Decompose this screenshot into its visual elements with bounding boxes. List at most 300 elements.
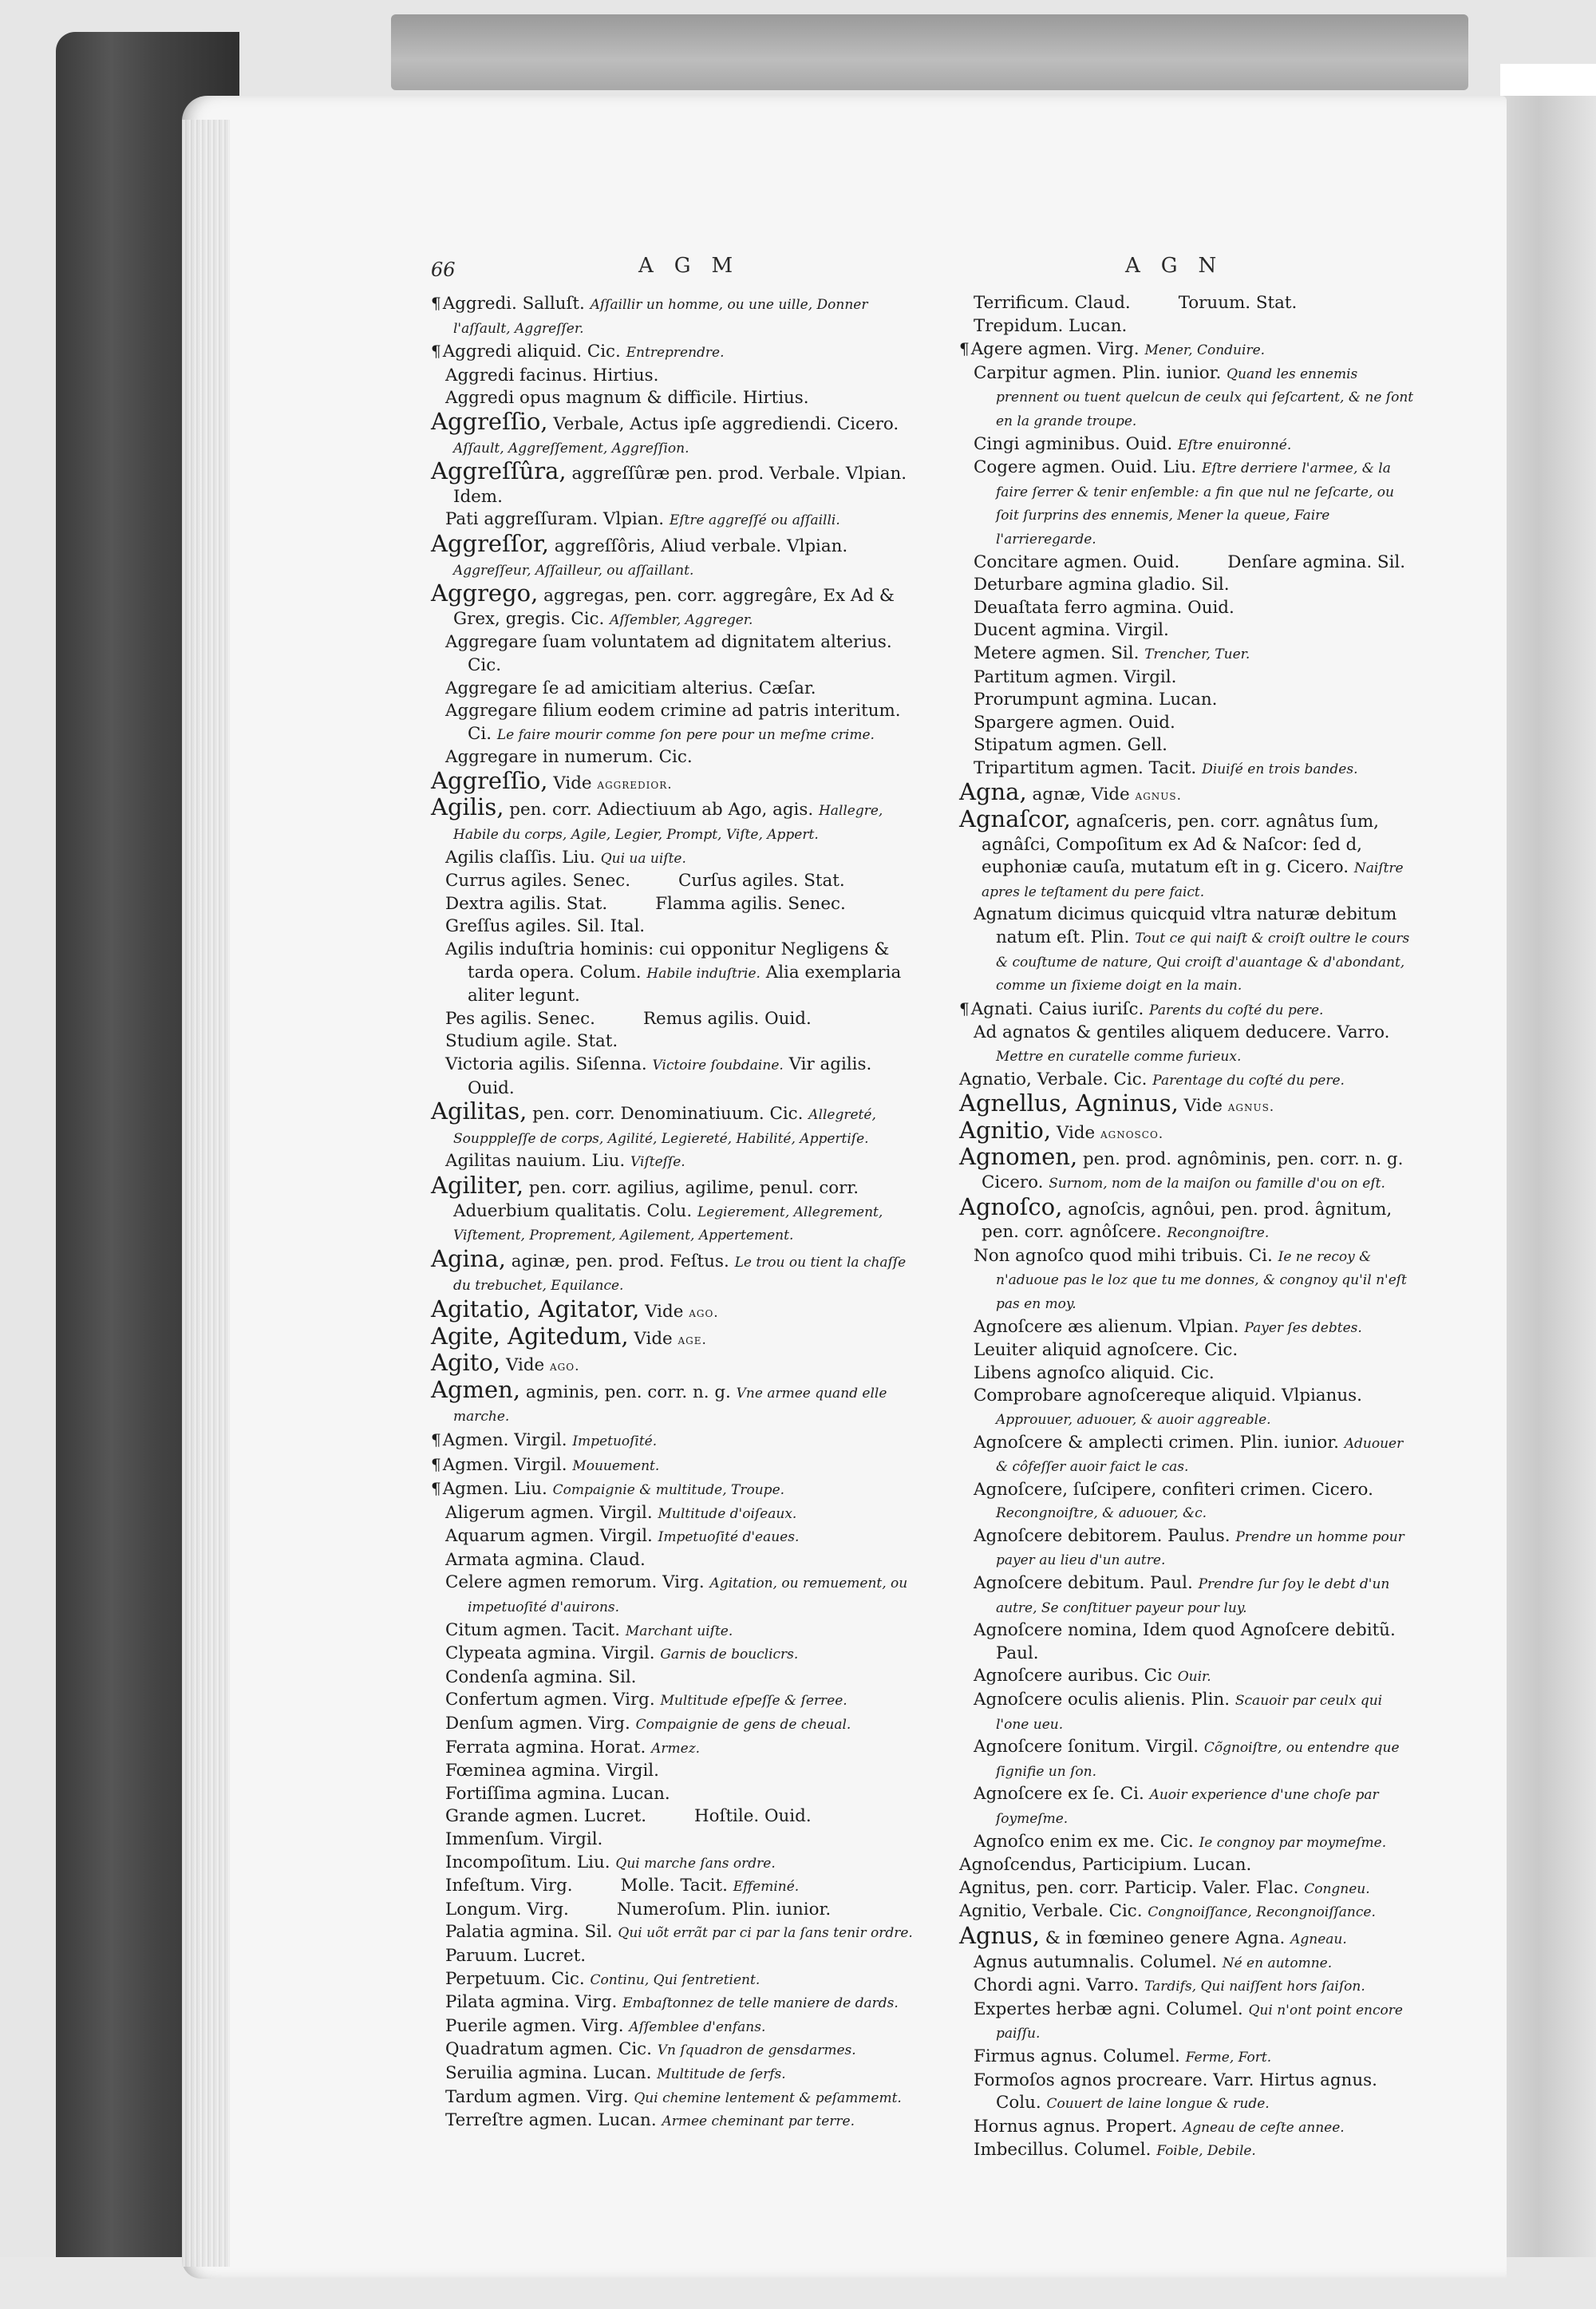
headword: Aggreſſor, [431,529,549,557]
dictionary-entry [431,1783,918,1806]
headword-entry [431,457,918,508]
pilcrow-mark: ¶ [431,342,441,362]
headword: Agna, [959,778,1027,806]
latin-text: Agnoſcere ſonitum. Virgil. [974,1737,1199,1757]
dictionary-entry [431,1899,918,1922]
dictionary-entry [431,2038,918,2062]
headword: Agnaſcor, [959,805,1071,833]
latin-text: Toruum. Stat. [1178,293,1298,313]
latin-text: Deturbare agmina gladio. Sil. [974,575,1230,595]
latin-text: Hoſtile. Ouid. [694,1806,812,1827]
dictionary-entry [431,847,918,871]
dictionary-entry [959,1572,1418,1619]
pilcrow-mark: ¶ [431,1479,441,1499]
french-gloss: Prendre ſur ſoy le debt d'un autre, Se conſtituer payeur pour luy. [996,1576,1390,1616]
dictionary-entry [431,678,918,701]
latin-text: Incompoſitum. Liu. [445,1852,610,1872]
latin-text: Agnoſcere nomina, Idem quod Agnoſcere debitũ. Paul. [974,1620,1396,1663]
latin-text: Concitare agmen. Ouid. [974,552,1180,572]
dictionary-entry [959,1877,1418,1901]
latin-text: Agilis induſtria hominis: cui opponitur Negligens & tarda opera. Colum. [445,939,890,983]
french-gloss: Vne armee quand elle marche. [453,1385,887,1425]
french-gloss: Compaignie & multitude, Troupe. [552,1482,785,1499]
dictionary-entry [431,700,918,746]
latin-text: Infeſtum. Virg. [445,1876,573,1896]
french-gloss: Legierement, Allegrement, Viſtement, Proprement, Agilement, Appertement. [453,1204,883,1244]
dictionary-entry [959,2070,1418,2116]
dictionary-entry [959,552,1418,575]
latin-text: Aggredi. Salluſt. [442,294,585,314]
latin-text: aggreſſûræ pen. prod. Verbale. Vlpian. Idem. [453,464,907,507]
french-gloss: Continu, Qui ſentretient. [590,1971,760,1988]
dictionary-entry [431,2109,918,2133]
french-gloss: Cõgnoiſtre, ou entendre que ſignifie un ſon. [996,1740,1400,1780]
page-header [431,254,1404,286]
latin-text: Dextra agilis. Stat. [445,893,608,914]
latin-text: Agnati. Caius iuriſc. [970,998,1144,1019]
page-number: 66 [431,259,456,281]
french-gloss: Scauoir par ceulx qui l'one ueu. [996,1693,1383,1733]
latin-text: Ducent agmina. Virgil. [974,620,1169,641]
headword-entry [959,1192,1418,1245]
dictionary-entry [431,1760,918,1783]
dictionary-entry [959,1316,1418,1340]
headword: Agnitio, [959,1116,1052,1144]
french-gloss: Multitude d'oiſeaux. [658,1505,797,1522]
latin-text: Tardum agmen. Virg. [445,2086,629,2107]
dictionary-entry [959,1525,1418,1572]
headword-entry [431,407,918,460]
dictionary-entry [431,1429,918,1453]
headword: Agiliter, [431,1171,524,1199]
dictionary-entry [959,1736,1418,1783]
dictionary-entry [959,666,1418,690]
facing-page-corner [1500,64,1596,96]
dictionary-entry [959,1362,1418,1386]
french-gloss: Congneu. [1304,1880,1370,1897]
french-gloss: Vn ſquadron de gensdarmes. [657,2042,856,2059]
headword: Agmen, [431,1375,521,1403]
dictionary-entry [959,1665,1418,1689]
latin-text: Alia exemplaria aliter legunt. [468,962,902,1006]
headword-entry [959,1089,1418,1119]
dictionary-entry [431,1713,918,1737]
dictionary-entry [431,365,918,388]
cross-reference: agnus. [1135,788,1183,805]
latin-text: Stipatum agmen. Gell. [974,735,1167,756]
dictionary-entry [431,1030,918,1054]
french-gloss: Recongnoiſtre. [1167,1225,1270,1242]
french-gloss: Congnoiſſance, Recongnoiſſance. [1148,1904,1376,1921]
dictionary-entry [431,1054,918,1100]
headword-entry [959,805,1418,903]
pilcrow-mark: ¶ [959,339,970,359]
french-gloss: Qui uõt errãt par ci par la ſans tenir ordre. [618,1925,913,1942]
french-gloss: Quand les ennemis prennent ou tuent quelcun de ceulx qui ſeſcartent, & ne ſont en la grande troupe. [996,366,1414,429]
french-gloss: Eſtre aggreſſé ou aſſailli. [669,512,840,529]
book-cover-top [391,14,1468,90]
dictionary-entry [959,2116,1418,2140]
latin-text: Agnus autumnalis. Columel. [974,1951,1217,1972]
latin-text: Agnoſcere, ſuſcipere, confiteri crimen. Cicero. [974,1479,1373,1500]
headword-entry [431,1295,918,1325]
latin-text: Chordi agni. Varro. [974,1975,1140,1996]
headword-entry [431,529,918,582]
latin-text: Currus agiles. Senec. [445,871,631,892]
french-gloss: Aſſault, Aggreſſement, Aggreſſion. [453,440,689,457]
dictionary-entry [959,1854,1418,1877]
latin-text: Vide [634,1328,673,1349]
headword: Aggrego, [431,579,539,607]
latin-text: Leuiter aliquid agnoſcere. Cic. [974,1340,1238,1361]
french-gloss: Agitation, ou remuement, ou impetuoſité d'auirons. [468,1576,908,1616]
dictionary-entry [431,1689,918,1713]
latin-text: Pes agilis. Senec. [445,1008,595,1029]
dictionary-entry [959,642,1418,666]
headword: Agite, Agitedum, [431,1322,629,1350]
latin-text: Agnoſcere auribus. Cic [974,1666,1172,1686]
french-gloss: Ie congnoy par moymeſme. [1199,1834,1387,1851]
dictionary-entry [431,2062,918,2086]
french-gloss: Allegreté, Soupppleſſe de corps, Agilité, Legiereté, Habilité, Appertiſe. [453,1107,876,1147]
dictionary-entry [431,1852,918,1876]
latin-text: Aggregare ſuam voluntatem ad dignitatem alterius. Cic. [445,632,892,675]
latin-text: Studium agile. Stat. [445,1031,618,1052]
latin-text: Agnoſcere oculis alienis. Plin. [974,1690,1231,1710]
latin-text: Grande agmen. Lucret. [445,1806,646,1827]
dictionary-entry [959,1689,1418,1736]
latin-text: pen. corr. Adiectiuum ab Ago, agis. [509,800,814,820]
latin-text: aggreſſôris, Aliud verbale. Vlpian. [554,536,848,556]
dictionary-entry [959,1831,1418,1855]
dictionary-entry [431,1805,918,1829]
dictionary-entry [431,1667,918,1690]
latin-text: Terreſtre agmen. Lucan. [445,2110,657,2131]
french-gloss: Aſſemblee d'enfans. [629,2018,766,2035]
dictionary-entry [431,1572,918,1619]
dictionary-entry [959,1999,1418,2046]
french-gloss: Compaignie de gens de cheual. [635,1717,851,1734]
french-gloss: Mettre en curatelle comme furieux. [996,1049,1242,1065]
latin-text: Agnoſcere debitorem. Paulus. [974,1525,1231,1546]
latin-text: Agnoſcere & amplecti crimen. Plin. iunior. [974,1432,1339,1453]
dictionary-entry [431,1619,918,1643]
french-gloss: Né en automne. [1222,1955,1333,1971]
dictionary-entry [959,1385,1418,1431]
dictionary-entry [431,1829,918,1852]
headword: Agnomen, [959,1143,1078,1171]
headword: Agito, [431,1349,501,1377]
french-gloss: Naiſtre apres le teſtament du pere faict. [982,860,1404,900]
headword-entry [431,1097,918,1150]
headword: Aggreſſûra, [431,457,567,485]
dictionary-entry [959,2046,1418,2070]
header-guide-left: AGM [638,254,754,278]
french-gloss: Armez. [651,1740,701,1757]
latin-text: pen. corr. Denominatiuum. Cic. [532,1104,804,1125]
french-gloss: Qui ua uiſte. [600,850,686,867]
dictionary-entry [431,292,918,340]
latin-text: Vide [645,1301,684,1322]
latin-text: Longum. Virg. [445,1899,569,1920]
latin-text: Cingi agminibus. Ouid. [974,433,1173,454]
dictionary-entry [431,1875,918,1899]
dictionary-entry [431,1525,918,1549]
dictionary-entry [959,1245,1418,1316]
dictionary-entry [959,338,1418,362]
latin-text: Agilitas nauium. Liu. [445,1151,626,1172]
dictionary-entry [431,1502,918,1526]
latin-text: agminis, pen. corr. n. g. [525,1382,731,1402]
latin-text: Aligerum agmen. Virgil. [445,1502,653,1523]
dictionary-entry [959,597,1418,620]
dictionary-entry [959,1900,1418,1924]
headword: Agilis, [431,793,504,821]
french-gloss: Victoire ſoubdaine. [652,1058,784,1073]
latin-text: Curſus agiles. Stat. [678,871,845,892]
latin-text: Agnatum dicimus quicquid vltra naturæ debitum natum eſt. Plin. [974,904,1397,948]
latin-text: Denſare agmina. Sil. [1227,552,1406,572]
dictionary-entry [959,998,1418,1022]
latin-text: Molle. Tacit. [620,1876,728,1896]
dictionary-entry [431,893,918,916]
headword: Agnus, [959,1921,1040,1949]
latin-text: Vide [1056,1122,1096,1143]
right-column [959,292,1418,2163]
left-column [431,292,918,2133]
headword: Aggreſſio, [431,766,548,794]
latin-text: Agnoſco enim ex me. Cic. [974,1831,1194,1852]
dictionary-entry [959,1339,1418,1362]
latin-text: Armata agmina. Claud. [445,1549,646,1570]
latin-text: Vide [1183,1096,1223,1117]
dictionary-entry [431,2086,918,2110]
french-gloss: Armee cheminant par terre. [662,2113,855,2130]
headword-entry [959,1116,1418,1146]
latin-text: Hirtus agnus. Colu. [996,2070,1377,2113]
latin-text: Spargere agmen. Ouid. [974,712,1175,733]
latin-text: Imbecillus. Columel. [974,2140,1152,2161]
latin-text: Firmus agnus. Columel. [974,2046,1180,2066]
french-gloss: Aſſembler, Aggreger. [610,611,753,628]
headword-entry [431,1244,918,1298]
latin-text: Agnoſcere æs alienum. Vlpian. [974,1316,1239,1337]
latin-text: Ferrata agmina. Horat. [445,1737,646,1757]
latin-text: Clypeata agmina. Virgil. [445,1643,655,1664]
dictionary-entry [959,1479,1418,1525]
latin-text: aggregas, pen. corr. aggregâre, Ex Ad & Grex, gregis. Cic. [453,586,895,629]
latin-text: & in fœmineo genere Agna. [1045,1927,1286,1948]
latin-text: Libens agnoſco aliquid. Cic. [974,1362,1215,1383]
headword-entry [431,1171,918,1247]
latin-text: Non agnoſco quod mihi tribuis. Ci. [974,1245,1273,1266]
french-gloss: Impetuoſité. [572,1433,658,1449]
dictionary-entry [431,340,918,365]
dictionary-entry [959,2139,1418,2163]
latin-text: agnæ, Vide [1032,785,1130,805]
dictionary-entry [431,1008,918,1031]
french-gloss: Couuert de laine longue & rude. [1046,2096,1270,2113]
french-gloss: Tardifs, Qui naiſſent hors ſaiſon. [1144,1979,1365,1995]
latin-text: Pati aggreſſuram. Vlpian. [445,509,665,530]
latin-text: Flamma agilis. Senec. [655,893,846,914]
french-gloss: Eſtre derriere l'armee, & la faire ſerrer & tenir enſemble: a fin que nul ne ſeſcarte, ou ſoit ſurprins des ennemis, Mener la queue, Faire l'arrieregarde. [996,461,1394,548]
latin-text: Perpetuum. Cic. [445,1968,585,1989]
pilcrow-mark: ¶ [431,1454,441,1474]
dictionary-entry [959,757,1418,781]
headword-entry [431,579,918,631]
dictionary-entry [959,574,1418,597]
latin-text: Trepidum. Lucan. [974,315,1128,336]
french-gloss: Approuuer, aduouer, & auoir aggreable. [996,1411,1271,1428]
dictionary-entry [431,631,918,677]
headword: Agnellus, Agninus, [959,1089,1179,1117]
dictionary-entry [431,1991,918,2015]
dictionary-entry [959,1022,1418,1068]
pilcrow-mark: ¶ [959,998,970,1018]
latin-text: Vide [505,1355,545,1376]
latin-text: Partitum agmen. Virgil. [974,666,1177,687]
latin-text: Puerile agmen. Virg. [445,2015,624,2036]
latin-text: Agilis claſſis. Liu. [445,847,595,868]
dictionary-entry [959,292,1418,315]
latin-text: Celere agmen remorum. Virg. [445,1572,705,1593]
latin-text: Aggregare filium eodem crimine ad patris interitum. Ci. [445,701,901,744]
latin-text: Confertum agmen. Virg. [445,1690,655,1710]
french-gloss: Agneau de ceſte annee. [1182,2119,1345,2136]
latin-text: Formoſos agnos procreare. Varr. [974,2070,1254,2090]
french-gloss: Qui n'ont point encore paiſſu. [996,2002,1403,2042]
dictionary-entry [431,2015,918,2039]
latin-text: Aggredi opus magnum & difficile. Hirtius. [445,388,809,409]
latin-text: Agmen. Virgil. [442,1429,567,1450]
headword-entry [959,1921,1418,1951]
latin-text: Comprobare agnoſcereque aliquid. Vlpianus. [974,1386,1362,1406]
cross-reference: aggredior. [597,776,673,793]
dictionary-entry [431,1477,918,1502]
french-gloss: Garnis de bouclicrs. [660,1647,799,1663]
french-gloss: Ferme, Fort. [1185,2049,1272,2066]
french-gloss: Effeminé. [733,1879,800,1896]
french-gloss: Agneau. [1290,1931,1347,1947]
latin-text: pen. prod. agnôminis, pen. corr. n. g. Cicero. [982,1149,1404,1192]
cross-reference: ago. [550,1358,580,1375]
dictionary-entry [431,387,918,410]
dictionary-entry [431,1921,918,1945]
cross-reference: age. [678,1331,707,1348]
dictionary-entry [959,712,1418,735]
french-gloss: Recongnoiſtre, & aduouer, &c. [996,1505,1207,1522]
french-gloss: Embaſtonnez de telle maniere de dards. [622,1995,899,2012]
latin-text: Agnatio, Verbale. Cic. [959,1069,1148,1089]
latin-text: Agmen. Liu. [442,1479,547,1500]
latin-text: Metere agmen. Sil. [974,642,1140,663]
dictionary-entry [959,1432,1418,1479]
latin-text: Quadratum agmen. Cic. [445,2039,652,2060]
latin-text: agnoſcis, agnôui, pen. prod. âgnitum, pen. corr. agnôſcere. [982,1199,1393,1243]
headword-entry [431,1375,918,1429]
latin-text: pen. corr. agilius, agilime, penul. corr. Aduerbium qualitatis. Colu. [453,1177,859,1221]
headword: Agilitas, [431,1097,527,1125]
headword-entry [431,793,918,846]
dictionary-entry [431,1945,918,1968]
headword-entry [431,1351,918,1378]
latin-text: agnaſceris, pen. corr. agnâtus ſum, agnâſci, Compoſitum ex Ad & Naſcor: ſed d, euphoniæ cauſa, mutatum eſt in g. Cicero. [982,812,1379,878]
latin-text: Immenſum. Virgil. [445,1829,603,1849]
dictionary-entry [959,903,1418,997]
header-guide-right: AGN [1125,254,1238,278]
facing-page-edge [1500,80,1596,2309]
dictionary-entry [959,457,1418,551]
latin-text: Aggregare ſe ad amicitiam alterius. Cæſar. [445,678,816,698]
latin-text: Ad agnatos & gentiles aliquem deducere. Varro. [974,1022,1390,1043]
headword-entry [959,778,1418,808]
headword: Agina, [431,1244,506,1272]
latin-text: Denſum agmen. Virg. [445,1714,630,1734]
latin-text: Vir agilis. Ouid. [468,1054,872,1098]
latin-text: Agmen. Virgil. [442,1454,567,1475]
latin-text: Victoria agilis. Siſenna. [445,1054,647,1074]
latin-text: Agnitus, pen. corr. Particip. Valer. Flac. [959,1877,1299,1898]
french-gloss: Habile induſtrie. [646,965,760,982]
french-gloss: Foible, Debile. [1156,2143,1256,2160]
french-gloss: Diuiſé en trois bandes. [1202,761,1358,777]
french-gloss: Ie ne recoy & n'aduoue pas le loz que tu me donnes, & congnoy qu'il n'eſt pas en moy. [996,1248,1407,1312]
headword: Aggreſſio, [431,407,548,435]
latin-text: Paruum. Lucret. [445,1945,587,1966]
dictionary-entry [431,915,918,939]
latin-text: Pilata agmina. Virg. [445,1992,618,2013]
french-gloss: Entreprendre. [626,345,725,362]
french-gloss: Surnom, nom de la maiſon ou famille d'ou on eſt. [1049,1175,1385,1192]
latin-text: Cogere agmen. Ouid. Liu. [974,457,1197,478]
latin-text: Aggredi aliquid. Cic. [442,342,621,362]
dictionary-entry [431,1643,918,1667]
french-gloss: Ouir. [1177,1669,1211,1686]
dictionary-entry [959,619,1418,642]
latin-text: Carpitur agmen. Plin. iunior. [974,362,1222,383]
headword-entry [431,1322,918,1352]
french-gloss: Mouuement. [572,1457,660,1474]
french-gloss: Le faire mourir comme ſon pere pour un meſme crime. [496,726,875,743]
latin-text: Tripartitum agmen. Tacit. [974,757,1197,778]
latin-text: Hornus agnus. Propert. [974,2116,1178,2137]
cross-reference: ago. [689,1304,719,1321]
french-gloss: Aduouer & côfeſſer auoir faict le cas. [996,1435,1404,1476]
latin-text: Condenſa agmina. Sil. [445,1667,637,1687]
latin-text: Seruilia agmina. Lucan. [445,2062,652,2083]
latin-text: Agnitio, Verbale. Cic. [959,1901,1143,1922]
french-gloss: Parentage du coſté du pere. [1152,1072,1345,1089]
headword: Agnoſco, [959,1192,1063,1220]
page-edges [182,120,230,2267]
headword-entry [959,1145,1418,1195]
dictionary-entry [431,939,918,1008]
dictionary-entry [959,1783,1418,1830]
dictionary-entry [959,1951,1418,1975]
dictionary-entry [959,433,1418,457]
french-gloss: Le trou ou tient la chaſſe du trebuchet, Equilance. [453,1254,907,1295]
dictionary-entry [959,689,1418,712]
pilcrow-mark: ¶ [431,294,441,313]
latin-text: aginæ, pen. prod. Feſtus. [511,1251,729,1271]
french-gloss: Tout ce qui naiſt & croiſt oultre le cours & couſtume de nature, Qui croiſt d'auantage & d'abondant, comme un ſixieme doigt en la main. [996,931,1410,994]
latin-text: Palatia agmina. Sil. [445,1922,613,1943]
latin-text: Agnoſcere debitum. Paul. [974,1573,1193,1594]
headword-entry [431,766,918,797]
latin-text: Aquarum agmen. Virgil. [445,1526,653,1547]
french-gloss: Viſteſſe. [630,1154,685,1171]
